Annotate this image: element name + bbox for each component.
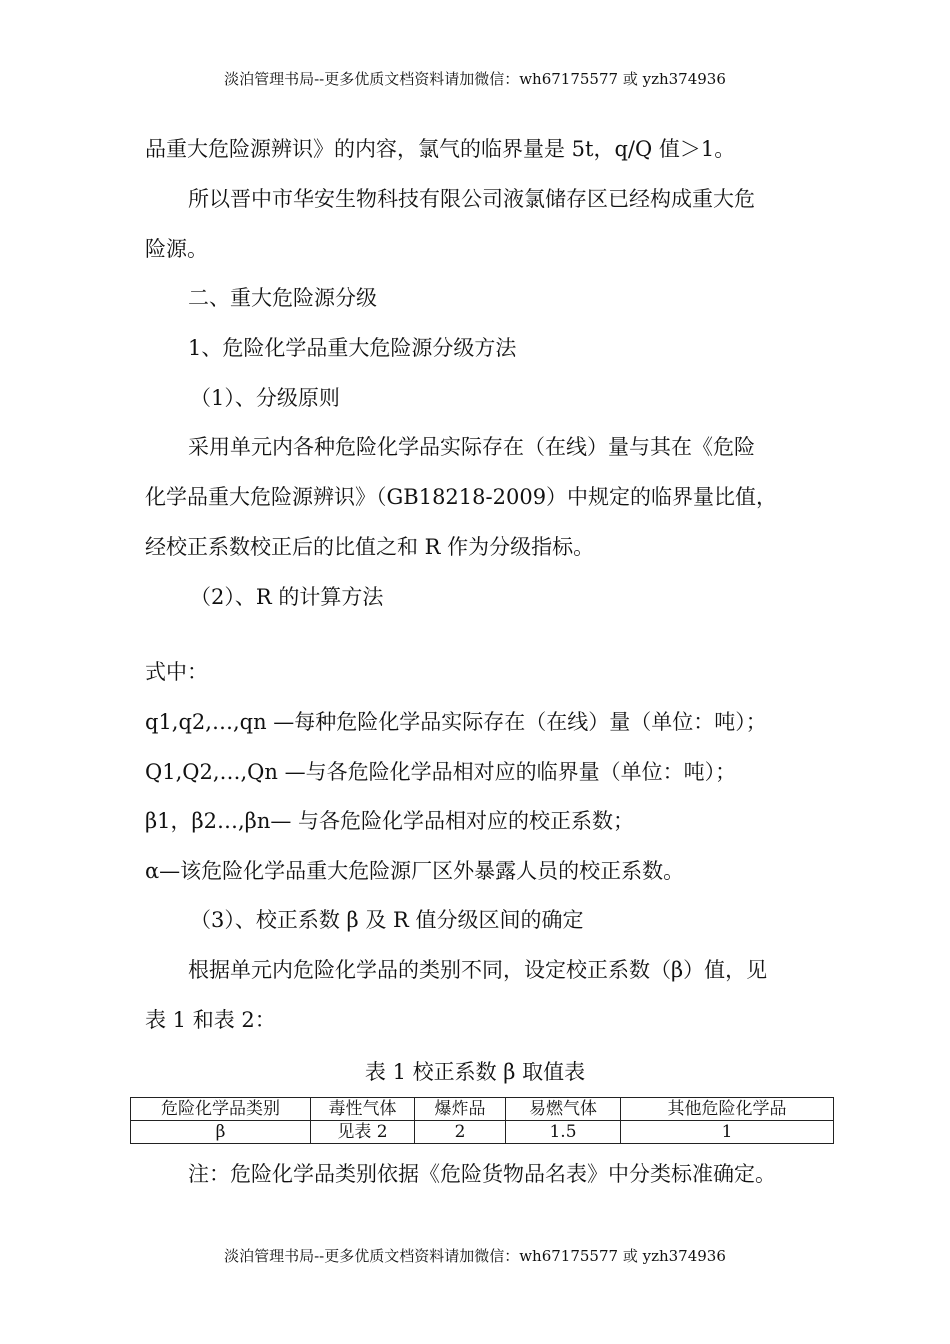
table-row xyxy=(131,1121,834,1144)
table-header-cell: 毒性气体 xyxy=(311,1098,415,1121)
table-header-cell: 易燃气体 xyxy=(506,1098,621,1121)
correction-factor-table xyxy=(130,1097,834,1144)
page-header: 淡泊管理书局--更多优质文档资料请加微信：wh67175577 或 yzh374936 xyxy=(224,70,726,88)
paragraph-line: 根据单元内危险化学品的类别不同，设定校正系数（β）值，见 xyxy=(188,958,768,982)
paragraph-line: 险源。 xyxy=(145,237,208,261)
table-cell: 1.5 xyxy=(506,1121,621,1144)
subsection-heading: （1）、分级原则 xyxy=(190,386,340,410)
table-header-cell: 危险化学品类别 xyxy=(131,1098,311,1121)
paragraph-line: 品重大危险源辨识》的内容，氯气的临界量是 5t，q/Q 值＞1。 xyxy=(145,137,736,161)
paragraph-line: β1，β2…,βn— 与各危险化学品相对应的校正系数； xyxy=(145,809,635,833)
table-cell: β xyxy=(131,1121,311,1144)
paragraph-line: 采用单元内各种危险化学品实际存在（在线）量与其在《危险 xyxy=(188,435,755,459)
paragraph-line: 经校正系数校正后的比值之和 R 作为分级指标。 xyxy=(145,535,595,559)
subsection-heading: （2）、R 的计算方法 xyxy=(190,585,384,609)
table-header-cell: 爆炸品 xyxy=(415,1098,506,1121)
paragraph-line: 式中： xyxy=(145,660,208,684)
paragraph-line: Q1,Q2,…,Qn —与各危险化学品相对应的临界量（单位：吨）； xyxy=(145,760,737,784)
table-cell: 2 xyxy=(415,1121,506,1144)
table-cell: 1 xyxy=(621,1121,834,1144)
table-header-cell: 其他危险化学品 xyxy=(621,1098,834,1121)
paragraph-line: 化学品重大危险源辨识》（GB18218-2009）中规定的临界量比值， xyxy=(145,485,778,509)
table-cell: 见表 2 xyxy=(311,1121,415,1144)
subsection-heading: 1、危险化学品重大危险源分级方法 xyxy=(188,336,517,360)
paragraph-line: q1,q2,…,qn —每种危险化学品实际存在（在线）量（单位：吨）； xyxy=(145,710,767,734)
table-header-row xyxy=(131,1098,834,1121)
section-heading: 二、重大危险源分级 xyxy=(188,286,377,310)
subsection-heading: （3）、校正系数 β 及 R 值分级区间的确定 xyxy=(190,908,584,932)
table-note: 注：危险化学品类别依据《危险货物品名表》中分类标准确定。 xyxy=(188,1162,776,1186)
page-footer: 淡泊管理书局--更多优质文档资料请加微信：wh67175577 或 yzh374936 xyxy=(224,1247,726,1265)
table-caption: 表 1 校正系数 β 取值表 xyxy=(364,1060,586,1084)
paragraph-line: 表 1 和表 2： xyxy=(145,1008,276,1032)
paragraph-line: α—该危险化学品重大危险源厂区外暴露人员的校正系数。 xyxy=(145,859,685,883)
paragraph-line: 所以晋中市华安生物科技有限公司液氯储存区已经构成重大危 xyxy=(188,187,755,211)
